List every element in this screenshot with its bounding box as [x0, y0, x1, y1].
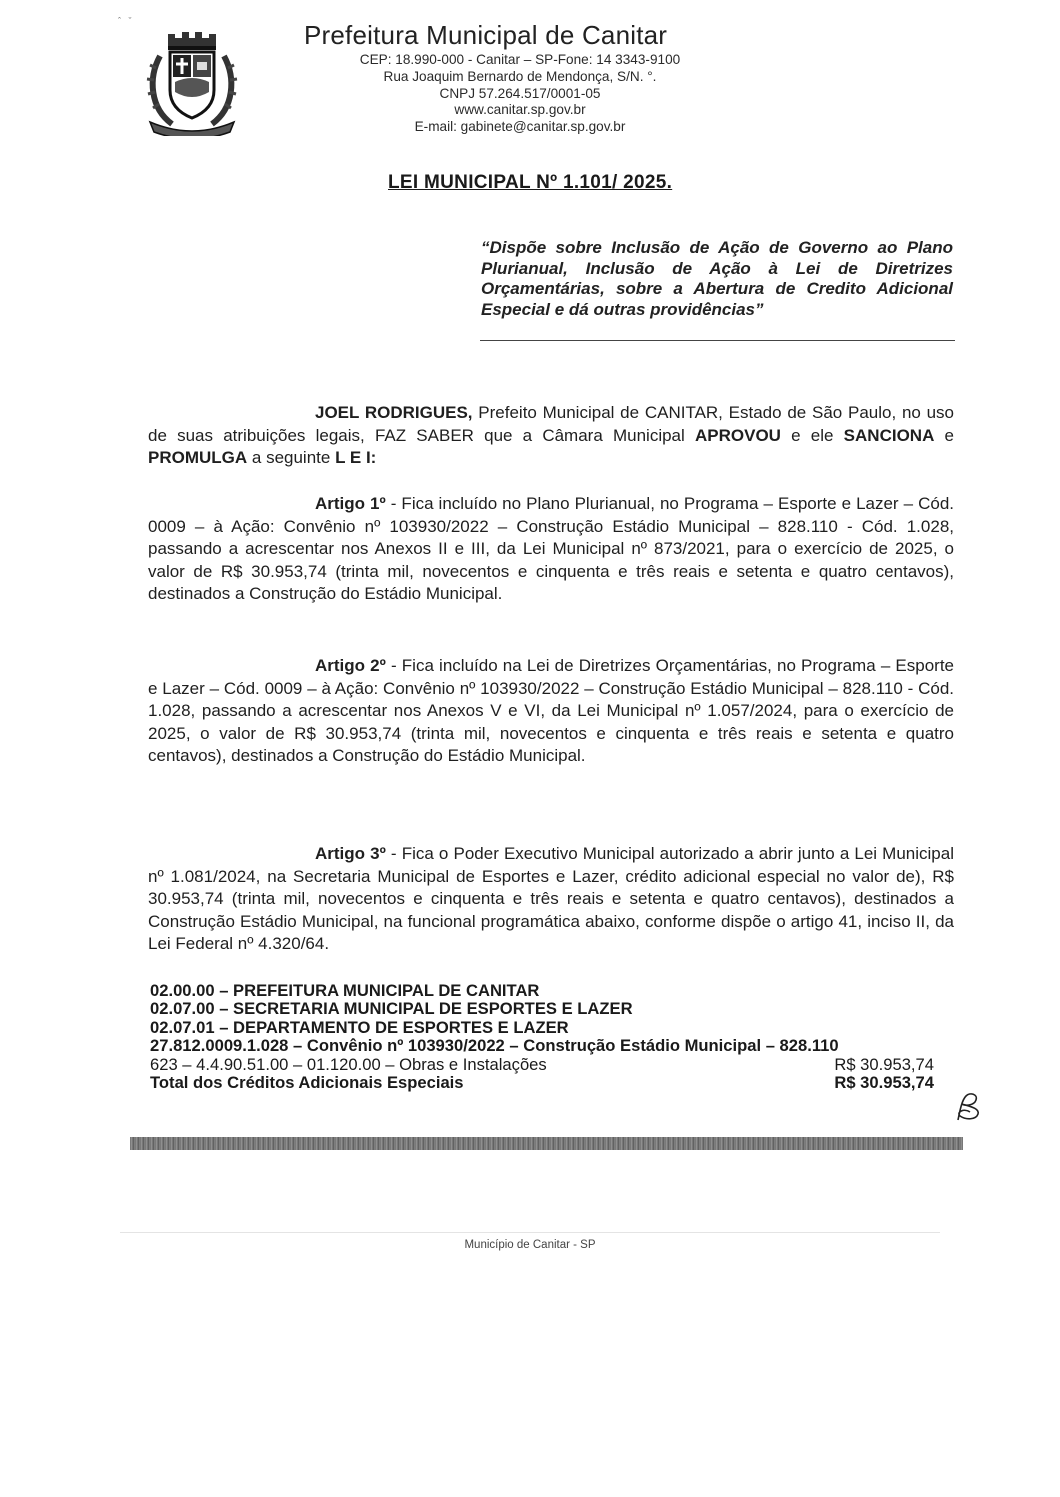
article-2-label: Artigo 2º: [315, 656, 386, 675]
expense-label: 623 – 4.4.90.51.00 – 01.120.00 – Obras e Instalações: [150, 1054, 547, 1074]
handwritten-initials-icon: [950, 1090, 986, 1126]
institution-title: Prefeitura Municipal de Canitar: [304, 20, 668, 50]
scan-specks: ˆ ˇ: [118, 16, 132, 26]
article-3-text: - Fica o Poder Executivo Municipal autorizado a abrir junto a Lei Municipal nº 1.081/2024, na Secretaria Municipal de Esportes e Lazer, crédito adicional especial no valor de), R$ 30.953,74 (trinta mil, novecentos e cinquenta e três reais e setenta e quatro centavos), destinados a Construção Estádio Municipal, na funcional programática abaixo, conforme dispõe o artigo 41, inciso II, da Lei Federal nº 4.320/64.: [148, 844, 954, 954]
footer-rule: [120, 1232, 940, 1233]
law-title: LEI MUNICIPAL Nº 1.101/ 2025.: [388, 172, 673, 193]
mayor-name: JOEL RODRIGUES,: [315, 403, 473, 422]
contact-cnpj: CNPJ 57.264.517/0001-05: [439, 85, 601, 101]
coat-of-arms-icon: [142, 28, 242, 136]
article-1-text: - Fica incluído no Plano Plurianual, no Programa – Esporte e Lazer – Cód. 0009 – à Ação: Convênio nº 103930/2022 – Construção Estádio Municipal – 828.110 - Cód. 1.028, passando a acrescentar nos Anexos II e III, da Lei Municipal nº 873/2021, para o exercício de 2025, o valor de R$ 30.953,74 (trinta mil, novecentos e cinquenta e três reais e setenta e quatro centavos), destinados a Construção do Estádio Municipal.: [148, 494, 954, 604]
institution-contact-block: [300, 52, 740, 136]
contact-website: www.canitar.sp.gov.br: [454, 102, 586, 118]
budget-total-row: [150, 1074, 940, 1092]
contact-cep-phone: CEP: 18.990-000 - Canitar – SP-Fone: 14 3343-9100: [359, 52, 681, 67]
law-summary: “Dispõe sobre Inclusão de Ação de Governo ao Plano Plurianual, Inclusão de Ação à Lei de Diretrizes Orçamentárias, sobre a Abertura de Credito Adicional Especial e dá outras providências”: [481, 238, 953, 319]
article-3-label: Artigo 3º: [315, 844, 386, 863]
article-2-text: - Fica incluído na Lei de Diretrizes Orçamentárias, no Programa – Esporte e Lazer – Cód. 0009 – à Ação: Convênio nº 103930/2022 – Construção Estádio Municipal – 828.110 - Cód. 1.028, passando a acrescentar nos Anexos V e VI, da Lei Municipal nº 1.057/2024, para o exercício de 2025, o valor de R$ 30.953,74 (trinta mil, novecentos e cinquenta e três reais e setenta e quatro centavos), destinados a Construção do Estádio Municipal.: [148, 656, 954, 766]
footer-divider-bar: [130, 1137, 963, 1150]
contact-email: E-mail: gabinete@canitar.sp.gov.br: [414, 119, 626, 135]
preamble-paragraph: JOEL RODRIGUES, Prefeito Municipal de CANITAR, Estado de São Paulo, no uso de suas atribuições legais, FAZ SABER que a Câmara Municipal APROVOU e ele SANCIONA e PROMULGA a seguinte L E I:: [148, 403, 955, 468]
article-1: [148, 493, 954, 606]
footer-municipality: Município de Canitar - SP: [464, 1239, 596, 1251]
budget-allocation-block: [150, 982, 940, 1092]
summary-underline: [480, 340, 955, 341]
total-amount: R$ 30.953,74: [834, 1073, 934, 1093]
budget-line-acao: 27.812.0009.1.028 – Convênio nº 103930/2022 – Construção Estádio Municipal – 828.110: [150, 1036, 839, 1056]
budget-line-departamento: 02.07.01 – DEPARTAMENTO DE ESPORTES E LAZER: [150, 1017, 569, 1037]
budget-line-expense: [150, 1056, 940, 1074]
contact-address: Rua Joaquim Bernardo de Mendonça, S/N. °.: [383, 68, 657, 84]
budget-line-secretaria: 02.07.00 – SECRETARIA MUNICIPAL DE ESPORTES E LAZER: [150, 999, 633, 1019]
expense-amount: R$ 30.953,74: [834, 1054, 934, 1074]
article-2: [148, 655, 954, 768]
total-label: Total dos Créditos Adicionais Especiais: [150, 1073, 464, 1093]
article-3: [148, 843, 954, 956]
budget-line-prefeitura: 02.00.00 – PREFEITURA MUNICIPAL DE CANITAR: [150, 981, 540, 1000]
article-1-label: Artigo 1º: [315, 494, 386, 513]
